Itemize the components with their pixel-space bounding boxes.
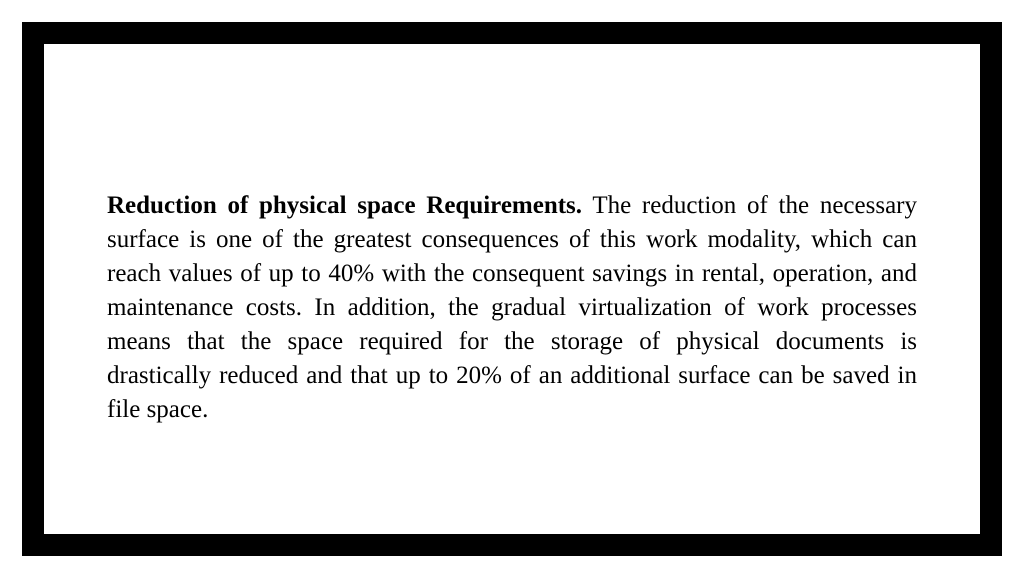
paragraph-body: The reduction of the necessary surface is one of the greatest consequences of this work modality, which can reach values of up to 40% with the consequent savings in rental, operation, and maintenance costs. In addition, the gradual virtualization of work processes means that the space required for the storage of physical documents is drastically reduced and that up to 20% of an additional surface can be saved in file space. [107, 192, 917, 423]
paragraph-heading: Reduction of physical space Requirements. [107, 192, 583, 219]
slide-paragraph [107, 189, 917, 427]
